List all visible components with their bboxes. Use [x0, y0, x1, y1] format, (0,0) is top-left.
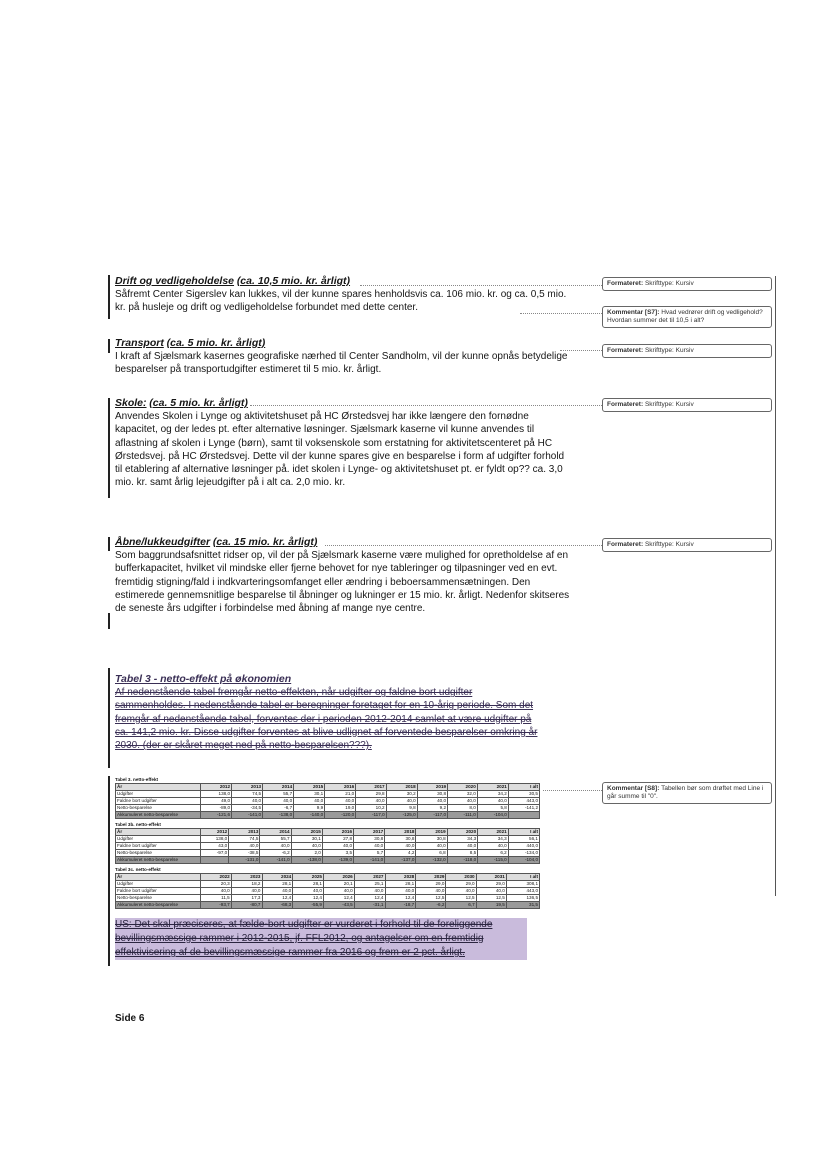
table-cell: 30,8 — [354, 836, 385, 843]
table-cell: 2016 — [322, 829, 353, 836]
table-row — [116, 857, 540, 864]
table-cell: 40,0 — [325, 798, 356, 805]
table-cell: 2027 — [354, 874, 385, 881]
table-cell: I alt — [506, 874, 539, 881]
table-cell: 443,0 — [508, 798, 539, 805]
table-cell: -134,0 — [508, 850, 539, 857]
table-cell: 40,0 — [356, 798, 386, 805]
table-cell: -141,0 — [260, 857, 291, 864]
comment-label: Formateret: — [607, 347, 644, 354]
table-cell: 40,0 — [324, 888, 355, 895]
table-cell: 12,5 — [446, 895, 476, 902]
table-cell: 2031 — [476, 874, 506, 881]
table-cell: 19,0 — [325, 805, 356, 812]
table-cell: Faldne bort udgifter — [116, 843, 201, 850]
table-cell — [201, 857, 229, 864]
table-cell: 8,5 — [447, 850, 478, 857]
table-cell: 28,1 — [262, 881, 293, 888]
comment-text: Tabellen bør som drøftet med Line i går summe til "0". — [607, 785, 764, 800]
page-number: Side 6 — [115, 1013, 145, 1024]
table-cell: -104,0 — [477, 812, 508, 819]
table-cell: 2018 — [386, 784, 417, 791]
table-cell: 30,8 — [417, 791, 447, 798]
table-cell: År — [116, 874, 201, 881]
table-cell: 74,5 — [229, 836, 260, 843]
table-row — [116, 805, 540, 812]
table-cell: 2016 — [325, 784, 356, 791]
table-cell: 40,0 — [448, 798, 478, 805]
table-cell: 34,2 — [477, 791, 508, 798]
table-cell: 136,5 — [506, 895, 539, 902]
table-cell: 3,5 — [322, 850, 353, 857]
tables-area — [115, 776, 540, 912]
table-cell: 2013 — [232, 784, 263, 791]
table-cell: Udgifter — [116, 791, 201, 798]
table-cell: -89,0 — [201, 805, 232, 812]
table-row — [116, 874, 540, 881]
table-cell: 31,5 — [506, 902, 539, 909]
table-cell: 40,0 — [322, 843, 353, 850]
table-cell: 6,7 — [446, 902, 476, 909]
table-cell: -34,5 — [232, 805, 263, 812]
table-cell: Netto-besparelse — [116, 895, 201, 902]
table-cell: 443,0 — [506, 888, 539, 895]
table-cell: 40,0 — [416, 843, 447, 850]
table-cell: 12,4 — [293, 895, 324, 902]
table-cell: 12,5 — [416, 895, 446, 902]
table-cell: 2023 — [231, 874, 262, 881]
table-cell: 2017 — [354, 829, 385, 836]
table-cell: 2014 — [263, 784, 294, 791]
section-amount: (ca. 5 mio. kr. årligt) — [149, 397, 248, 409]
table-cell: 5,7 — [354, 850, 385, 857]
table-cell: Udgifter — [116, 836, 201, 843]
table-cell: 43,0 — [201, 843, 229, 850]
comment-leader — [520, 313, 602, 314]
table-cell: 5,8 — [477, 805, 508, 812]
section-skole — [115, 397, 573, 489]
table-cell: 21,0 — [325, 791, 356, 798]
table-cell: -97,0 — [201, 850, 229, 857]
table-cell: 2024 — [262, 874, 293, 881]
section-drift — [115, 275, 573, 315]
table-cell: 440,0 — [508, 843, 539, 850]
table-cell: 6,2 — [478, 850, 509, 857]
table-cell: 2018 — [385, 829, 416, 836]
table-cell: 12,5 — [476, 895, 506, 902]
table-cell: 40,0 — [260, 843, 291, 850]
table-cell: -6,7 — [263, 805, 294, 812]
table-cell: 30,2 — [386, 791, 417, 798]
data-table — [115, 828, 540, 864]
table-row — [116, 902, 540, 909]
table-cell: 2019 — [417, 784, 447, 791]
table-cell: -117,0 — [356, 812, 386, 819]
section-transport — [115, 337, 573, 377]
comment-balloon[interactable] — [602, 277, 772, 291]
comment-leader — [250, 405, 602, 406]
table-cell: 56,1 — [508, 836, 539, 843]
table-cell: 40,0 — [231, 888, 262, 895]
table-cell: 29,0 — [476, 881, 506, 888]
table-cell: 40,0 — [201, 888, 232, 895]
table-cell: Udgifter — [116, 881, 201, 888]
table-row — [116, 798, 540, 805]
table-cell: 34,3 — [478, 836, 509, 843]
table-cell: 40,0 — [262, 888, 293, 895]
section-body: Som baggrundsafsnittet ridser op, vil der på Sjælsmark kaserne være mulighed for opretholdelse af en bufferkapacitet, hvilket vil mindske eller fjerne behovet for nye tableringer og tilpasninger ved en evt. fremtidig stigning/fald i indkvarteringsomfanget eller ændring i beboersammensætningen. Den estimerede gennemsnitlige besparelse til åbninger og lukninger er 15 mio. kr. årligt. Nedenfor skitseres de seneste års udgifter i forbindelse med åbning af mange nye centre. — [115, 550, 570, 615]
table-cell: 18,2 — [231, 881, 262, 888]
table-cell: 2012 — [201, 829, 229, 836]
table-row — [116, 895, 540, 902]
table-cell: -137,0 — [385, 857, 416, 864]
table-cell: 40,0 — [385, 888, 416, 895]
section-heading: Transport — [115, 337, 164, 349]
table-cell: 2015 — [291, 829, 322, 836]
table-cell: 55,7 — [263, 791, 294, 798]
table-cell: 29,8 — [356, 791, 386, 798]
table-cell: 2014 — [260, 829, 291, 836]
table-cell: -115,0 — [478, 857, 509, 864]
table-cell: -68,3 — [262, 902, 293, 909]
table-cell: 2026 — [324, 874, 355, 881]
table-cell: -141,2 — [508, 805, 539, 812]
table-cell: 2028 — [385, 874, 416, 881]
change-bar — [108, 613, 110, 629]
table-cell: -139,0 — [322, 857, 353, 864]
comment-text: Skrifttype: Kursiv — [644, 401, 694, 408]
table-cell: 2030 — [446, 874, 476, 881]
table-cell: 12,4 — [385, 895, 416, 902]
table-cell: 27,8 — [322, 836, 353, 843]
table-cell: -138,0 — [263, 812, 294, 819]
table-cell: 40,0 — [477, 798, 508, 805]
tables-container — [115, 777, 540, 909]
table-cell: 28,1 — [385, 881, 416, 888]
table-cell: -120,0 — [325, 812, 356, 819]
table-cell: -80,7 — [231, 902, 262, 909]
section-amount: (ca. 10,5 mio. kr. årligt) — [236, 275, 351, 287]
table-cell: 4,2 — [385, 850, 416, 857]
section-aabne-lukke — [115, 536, 573, 615]
table-cell: 28,1 — [293, 881, 324, 888]
comment-text: Hvad vedrører drift og vedligehold? Hvordan summer det til 10,5 i alt? — [607, 309, 763, 324]
table-cell: -125,0 — [386, 812, 417, 819]
table-cell: 20,1 — [324, 881, 355, 888]
table-cell: 2021 — [477, 784, 508, 791]
comment-label: Formateret: — [607, 280, 644, 287]
table-row — [116, 784, 540, 791]
table-cell: 11,5 — [201, 895, 232, 902]
table-cell: 40,0 — [416, 888, 446, 895]
table-cell: 30,1 — [291, 836, 322, 843]
table-cell: 2025 — [293, 874, 324, 881]
table-cell: -6,2 — [416, 902, 446, 909]
comment-leader — [360, 285, 602, 286]
table-cell: 32,0 — [448, 791, 478, 798]
table-cell: 2013 — [229, 829, 260, 836]
table-cell: 6,8 — [416, 850, 447, 857]
table-row — [116, 812, 540, 819]
table-cell: 2019 — [416, 829, 447, 836]
table-cell: 9,2 — [417, 805, 447, 812]
comment-label: Formateret: — [607, 401, 644, 408]
table-cell: 2015 — [294, 784, 325, 791]
section-body: Såfremt Center Sigerslev kan lukkes, vil der kunne spares henholdsvis ca. 106 mio. kr. og ca. 0,5 mio. kr. på husleje og drift og vedligeholdelse forbundet med dette center. — [115, 289, 567, 314]
comment-leader — [325, 545, 602, 546]
table-cell: 2020 — [448, 784, 478, 791]
table-cell: -141,0 — [232, 812, 263, 819]
table-cell: 2020 — [447, 829, 478, 836]
section-heading: Drift og vedligeholdelse — [115, 275, 235, 287]
table-cell: 2017 — [356, 784, 386, 791]
table-cell: 30,1 — [294, 791, 325, 798]
table-cell: 49,0 — [201, 798, 232, 805]
table-title: Tabel 3c. netto-effekt — [115, 867, 161, 872]
table-cell: 138,0 — [201, 836, 229, 843]
table-cell: 74,5 — [232, 791, 263, 798]
table-cell: 55,7 — [260, 836, 291, 843]
table-row — [116, 888, 540, 895]
table-cell: 40,0 — [476, 888, 506, 895]
table-row — [116, 836, 540, 843]
table-cell: 40,0 — [386, 798, 417, 805]
table-cell: Faldne bort udgifter — [116, 798, 201, 805]
table-cell: 40,0 — [447, 843, 478, 850]
table-cell: Netto-besparelse — [116, 850, 201, 857]
table-cell: -132,0 — [416, 857, 447, 864]
table-cell: 40,0 — [385, 843, 416, 850]
table-cell: -138,0 — [291, 857, 322, 864]
table-cell: 29,0 — [416, 881, 446, 888]
table-cell: Akkumuleret netto-besparelse — [116, 857, 201, 864]
table-cell: År — [116, 829, 201, 836]
section-amount: (ca. 15 mio. kr. årligt) — [212, 536, 318, 548]
comment-balloon[interactable] — [602, 782, 772, 804]
table-cell: -18,7 — [385, 902, 416, 909]
table-cell: 40,0 — [293, 888, 324, 895]
change-bar — [108, 275, 110, 319]
table-cell: 40,0 — [229, 843, 260, 850]
section-tabel3 — [115, 673, 540, 752]
comment-label: Kommentar [S7]: — [607, 309, 660, 316]
table-cell: -140,0 — [294, 812, 325, 819]
table-cell: År — [116, 784, 201, 791]
section-amount: (ca. 5 mio. kr. årligt) — [166, 337, 266, 349]
comment-balloon[interactable] — [602, 538, 772, 552]
change-bar — [108, 537, 110, 551]
change-bar — [108, 668, 110, 768]
section-body: Anvendes Skolen i Lynge og aktivitetshuset på HC Ørstedsvej har ikke længere den fornødne kapacitet, og der ledes pt. efter alternative løsninger. Sjælsmark kaserne vil kunne anvendes til aflastning af skolen i Lynge (børn), samt til voksenskole som erstatning for aktivitetscenteret på HC Ørstedsvej. på HC Ørstedsvej. Dette vil der kunne spares give en besparelse i form af udgifter forhold til etablering af alternative løsninger på. idet skolen i Lynge- og aktivitetshuset pt. er fyldt op?? ca. 3,0 mio. kr. samt årlig lejeudgifter på i alt ca. 2,0 mio. kr. — [115, 411, 565, 489]
table-cell: -141,0 — [354, 857, 385, 864]
comment-leader — [560, 350, 602, 351]
table-cell: Akkumuleret netto-besparelse — [116, 902, 201, 909]
table-cell: I alt — [508, 829, 539, 836]
table-row — [116, 843, 540, 850]
table-cell: -55,9 — [293, 902, 324, 909]
table-cell: 30,8 — [385, 836, 416, 843]
margin-rule — [775, 276, 776, 896]
comment-label: Formateret: — [607, 541, 644, 548]
table-title: Tabel 3. netto-effekt — [115, 777, 159, 782]
table-cell: -93,7 — [201, 902, 232, 909]
table-title: Tabel 3b. netto-effekt — [115, 822, 161, 827]
table-cell: 40,0 — [446, 888, 476, 895]
table-cell: -111,0 — [448, 812, 478, 819]
section-body: I kraft af Sjælsmark kasernes geografiske nærhed til Center Sandholm, vil der kunne opnås betydelige besparelser på transportudgifter estimeret til 5 mio. kr. årligt. — [115, 351, 568, 376]
table-row — [116, 829, 540, 836]
table-cell: 40,0 — [354, 843, 385, 850]
table-cell: -43,5 — [324, 902, 355, 909]
comment-label: Kommentar [S8]: — [607, 785, 660, 792]
comment-balloon[interactable] — [602, 344, 772, 358]
table-cell: 9,8 — [386, 805, 417, 812]
comment-leader — [543, 790, 602, 791]
table-cell: 40,0 — [232, 798, 263, 805]
table-cell: 12,4 — [354, 895, 385, 902]
table-cell: Netto-besparelse — [116, 805, 201, 812]
table-cell: 30,5 — [508, 791, 539, 798]
table-cell: 10,2 — [356, 805, 386, 812]
table-cell: 2,0 — [291, 850, 322, 857]
table-row — [116, 850, 540, 857]
section-heading: Skole: — [115, 397, 147, 409]
table-cell: 25,1 — [354, 881, 385, 888]
table-cell: 40,0 — [417, 798, 447, 805]
table-cell: 19,5 — [476, 902, 506, 909]
table-cell: -6,2 — [260, 850, 291, 857]
table-cell: 29,0 — [446, 881, 476, 888]
comment-text: Skrifttype: Kursiv — [644, 280, 694, 287]
change-bar — [108, 398, 110, 498]
table-cell: 308,1 — [506, 881, 539, 888]
comment-text: Skrifttype: Kursiv — [644, 541, 694, 548]
change-bar — [108, 776, 110, 966]
table-cell: -118,0 — [447, 857, 478, 864]
data-table — [115, 783, 540, 819]
table-cell: 30,8 — [416, 836, 447, 843]
table-cell: 9,9 — [294, 805, 325, 812]
table-cell: -121,6 — [201, 812, 232, 819]
table-cell: -131,0 — [229, 857, 260, 864]
table-cell: 8,0 — [448, 805, 478, 812]
table-cell: 40,0 — [263, 798, 294, 805]
data-table — [115, 873, 540, 909]
table-cell: 40,0 — [478, 843, 509, 850]
comment-balloon[interactable] — [602, 306, 772, 328]
table-row — [116, 881, 540, 888]
table-cell: 17,3 — [231, 895, 262, 902]
table-cell: 138,0 — [201, 791, 232, 798]
comment-balloon[interactable] — [602, 398, 772, 412]
table-cell — [508, 812, 539, 819]
table-cell: 12,4 — [324, 895, 355, 902]
table-cell: 2029 — [416, 874, 446, 881]
table-row — [116, 791, 540, 798]
table-cell: Faldne bort udgifter — [116, 888, 201, 895]
table-cell: Akkumuleret netto-besparelse — [116, 812, 201, 819]
table-cell: 2021 — [478, 829, 509, 836]
table-cell: -104,0 — [508, 857, 539, 864]
table-cell: -31,1 — [354, 902, 385, 909]
note-paragraph: US: Det skal præciseres, at fælde-bort udgifter er vurderet i forhold til de foreliggende bevillingsmæssige rammer i 2012-2015, jf. FFL2012, og antagelser om en fremtidig effektivisering af de bevillingsmæssige rammer fra 2016 og frem er 2 pct. årligt. — [115, 918, 527, 960]
comment-text: Skrifttype: Kursiv — [644, 347, 694, 354]
table-cell: 20,3 — [201, 881, 232, 888]
table-cell: -117,0 — [417, 812, 447, 819]
table-cell: -38,5 — [229, 850, 260, 857]
table-cell: 2022 — [201, 874, 232, 881]
table-cell: 12,4 — [262, 895, 293, 902]
table-cell: 40,0 — [291, 843, 322, 850]
table-cell: 2012 — [201, 784, 232, 791]
change-bar — [108, 339, 110, 353]
section-heading: Tabel 3 - netto-effekt på økonomien — [115, 673, 292, 685]
section-body: Af nedenstående tabel fremgår netto-effekten, når udgifter og faldne bort udgifter sammenholdes. I nedenstående tabel er beregninger foretaget for en 10-årig periode. Som det fremgår af nedenstående tabel, forventes der i perioden 2012-2014 samlet at være udgifter på ca. 141,2 mio. kr. Disse udgifter forventes at blive udlignet af forventede besparelser omkring år 2030. (der er skåret meget ned på netto-besparelsen???). — [115, 687, 538, 752]
table-cell: I alt — [508, 784, 539, 791]
table-cell: 40,0 — [294, 798, 325, 805]
section-heading: Åbne/lukkeudgifter — [115, 536, 211, 548]
table-cell: 40,0 — [354, 888, 385, 895]
table-cell: 34,3 — [447, 836, 478, 843]
